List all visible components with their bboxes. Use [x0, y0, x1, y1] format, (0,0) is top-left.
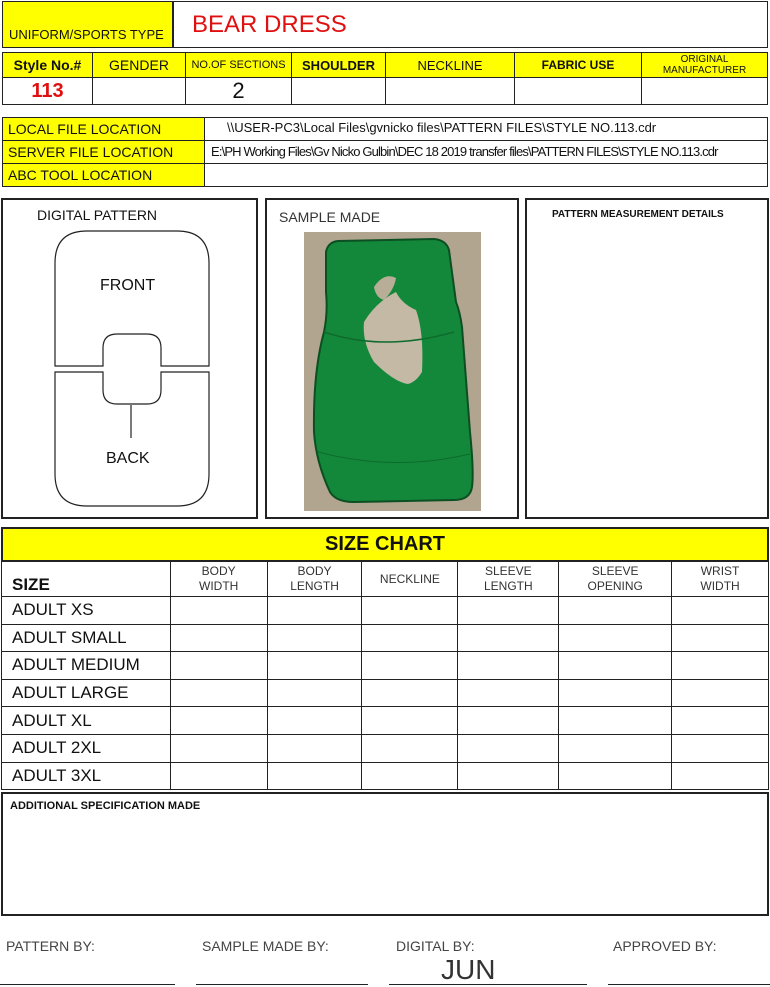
sample-by-line: [196, 984, 368, 985]
size-label: ADULT MEDIUM: [2, 652, 171, 680]
measure-cell: [458, 762, 559, 790]
measure-cell: [362, 734, 458, 762]
measure-cell: [362, 679, 458, 707]
spec-header-neckline: NECKLINE: [385, 52, 515, 78]
sample-by-label: SAMPLE MADE BY:: [202, 938, 329, 954]
measure-cell: [672, 762, 769, 790]
spec-header-manufacturer: ORIGINAL MANUFACTURER: [641, 52, 768, 78]
back-label: BACK: [106, 450, 150, 467]
shoulder-value: [291, 77, 386, 105]
spec-header-row: [2, 52, 768, 78]
spec-header-shoulder: SHOULDER: [291, 52, 386, 78]
measure-cell: [267, 734, 362, 762]
pattern-by-label: PATTERN BY:: [6, 938, 95, 954]
measure-cell: [458, 734, 559, 762]
type-value-cell: [173, 1, 768, 48]
digital-by-label: DIGITAL BY:: [396, 938, 475, 954]
measure-cell: [170, 652, 267, 680]
front-pattern-piece: [55, 231, 209, 366]
measure-cell: [170, 734, 267, 762]
size-label: ADULT 2XL: [2, 734, 171, 762]
spec-header-sections: NO.OF SECTIONS: [185, 52, 292, 78]
local-file-path: \\USER-PC3\Local Files\gvnicko files\PATTERN FILES\STYLE NO.113.cdr: [204, 117, 768, 141]
sample-made-panel: [265, 198, 519, 519]
size-row: [2, 652, 769, 680]
server-file-path: E:\PH Working Files\Gv Nicko Gulbin\DEC 18 2019 transfer files\PATTERN FILES\STYLE NO.113.cdr: [204, 140, 768, 164]
column-header-body-width: BODY WIDTH: [170, 562, 267, 597]
measure-cell: [362, 624, 458, 652]
size-label: ADULT LARGE: [2, 679, 171, 707]
spec-header-gender: GENDER: [92, 52, 186, 78]
gender-value: [92, 77, 186, 105]
size-chart-title: SIZE CHART: [1, 527, 769, 562]
measure-cell: [362, 762, 458, 790]
type-label: UNIFORM/SPORTS TYPE: [9, 27, 164, 42]
measurement-details-panel: [525, 198, 769, 519]
sample-made-title: SAMPLE MADE: [279, 209, 381, 225]
additional-spec-title: ADDITIONAL SPECIFICATION MADE: [10, 800, 201, 812]
measure-cell: [458, 679, 559, 707]
size-label: ADULT XS: [2, 597, 171, 625]
pattern-diagram: [3, 200, 256, 517]
back-pattern-piece: [55, 372, 209, 506]
spec-header-style: Style No.#: [2, 52, 93, 78]
measure-cell: [559, 624, 672, 652]
measure-cell: [458, 624, 559, 652]
measure-cell: [559, 707, 672, 735]
sections-value: 2: [185, 77, 292, 105]
measure-cell: [458, 652, 559, 680]
measure-cell: [672, 679, 769, 707]
size-label: ADULT XL: [2, 707, 171, 735]
column-header-wrist-width: WRIST WIDTH: [672, 562, 769, 597]
measure-cell: [559, 679, 672, 707]
measure-cell: [267, 597, 362, 625]
column-header-body-length: BODY LENGTH: [267, 562, 362, 597]
digital-pattern-title: DIGITAL PATTERN: [37, 207, 158, 223]
size-chart-table: [1, 561, 769, 790]
garment-type: BEAR DRESS: [192, 11, 347, 38]
measure-cell: [559, 734, 672, 762]
column-header-sleeve-length: SLEEVE LENGTH: [458, 562, 559, 597]
additional-spec-box: [1, 792, 769, 916]
server-file-label: SERVER FILE LOCATION: [2, 140, 205, 164]
fabric-value: [514, 77, 642, 105]
measure-cell: [267, 652, 362, 680]
pattern-by-line: [0, 984, 175, 985]
style-number: 113: [2, 77, 93, 105]
measure-cell: [170, 597, 267, 625]
neckline-value: [385, 77, 515, 105]
abc-tool-path: [204, 163, 768, 187]
sample-photo: [304, 232, 481, 511]
measure-cell: [672, 707, 769, 735]
approved-by-line: [608, 984, 770, 985]
size-row: [2, 734, 769, 762]
measure-cell: [267, 679, 362, 707]
measure-cell: [672, 734, 769, 762]
measure-cell: [267, 624, 362, 652]
front-label: FRONT: [100, 277, 156, 294]
size-header-text: SIZE: [12, 575, 50, 594]
measure-cell: [170, 707, 267, 735]
measure-cell: [458, 597, 559, 625]
spec-header-fabric: FABRIC USE: [514, 52, 642, 78]
measure-cell: [362, 707, 458, 735]
measure-cell: [267, 707, 362, 735]
size-row: [2, 597, 769, 625]
digital-by-line: [389, 984, 587, 985]
size-column-header: [2, 562, 171, 597]
measure-cell: [458, 707, 559, 735]
measure-cell: [559, 652, 672, 680]
digital-by-name: JUN: [441, 954, 496, 985]
local-file-label: LOCAL FILE LOCATION: [2, 117, 205, 141]
size-row: [2, 679, 769, 707]
measure-cell: [559, 597, 672, 625]
measure-cell: [170, 624, 267, 652]
measure-cell: [170, 679, 267, 707]
measure-cell: [672, 624, 769, 652]
digital-pattern-panel: [1, 198, 258, 519]
measure-cell: [170, 762, 267, 790]
column-header-neckline: NECKLINE: [362, 562, 458, 597]
file-locations: [2, 117, 768, 189]
type-label-cell: [2, 1, 173, 48]
size-label: ADULT SMALL: [2, 624, 171, 652]
size-row: [2, 707, 769, 735]
measurement-details-title: PATTERN MEASUREMENT DETAILS: [552, 209, 724, 220]
manufacturer-value: [641, 77, 768, 105]
size-row: [2, 762, 769, 790]
approved-by-label: APPROVED BY:: [613, 938, 717, 954]
abc-tool-label: ABC TOOL LOCATION: [2, 163, 205, 187]
measure-cell: [559, 762, 672, 790]
measure-cell: [267, 762, 362, 790]
measure-cell: [672, 597, 769, 625]
size-label: ADULT 3XL: [2, 762, 171, 790]
measure-cell: [362, 597, 458, 625]
measure-cell: [362, 652, 458, 680]
spec-value-row: [2, 77, 768, 105]
measure-cell: [672, 652, 769, 680]
size-row: [2, 624, 769, 652]
column-header-sleeve-opening: SLEEVE OPENING: [559, 562, 672, 597]
size-chart-header-row: [2, 562, 769, 597]
